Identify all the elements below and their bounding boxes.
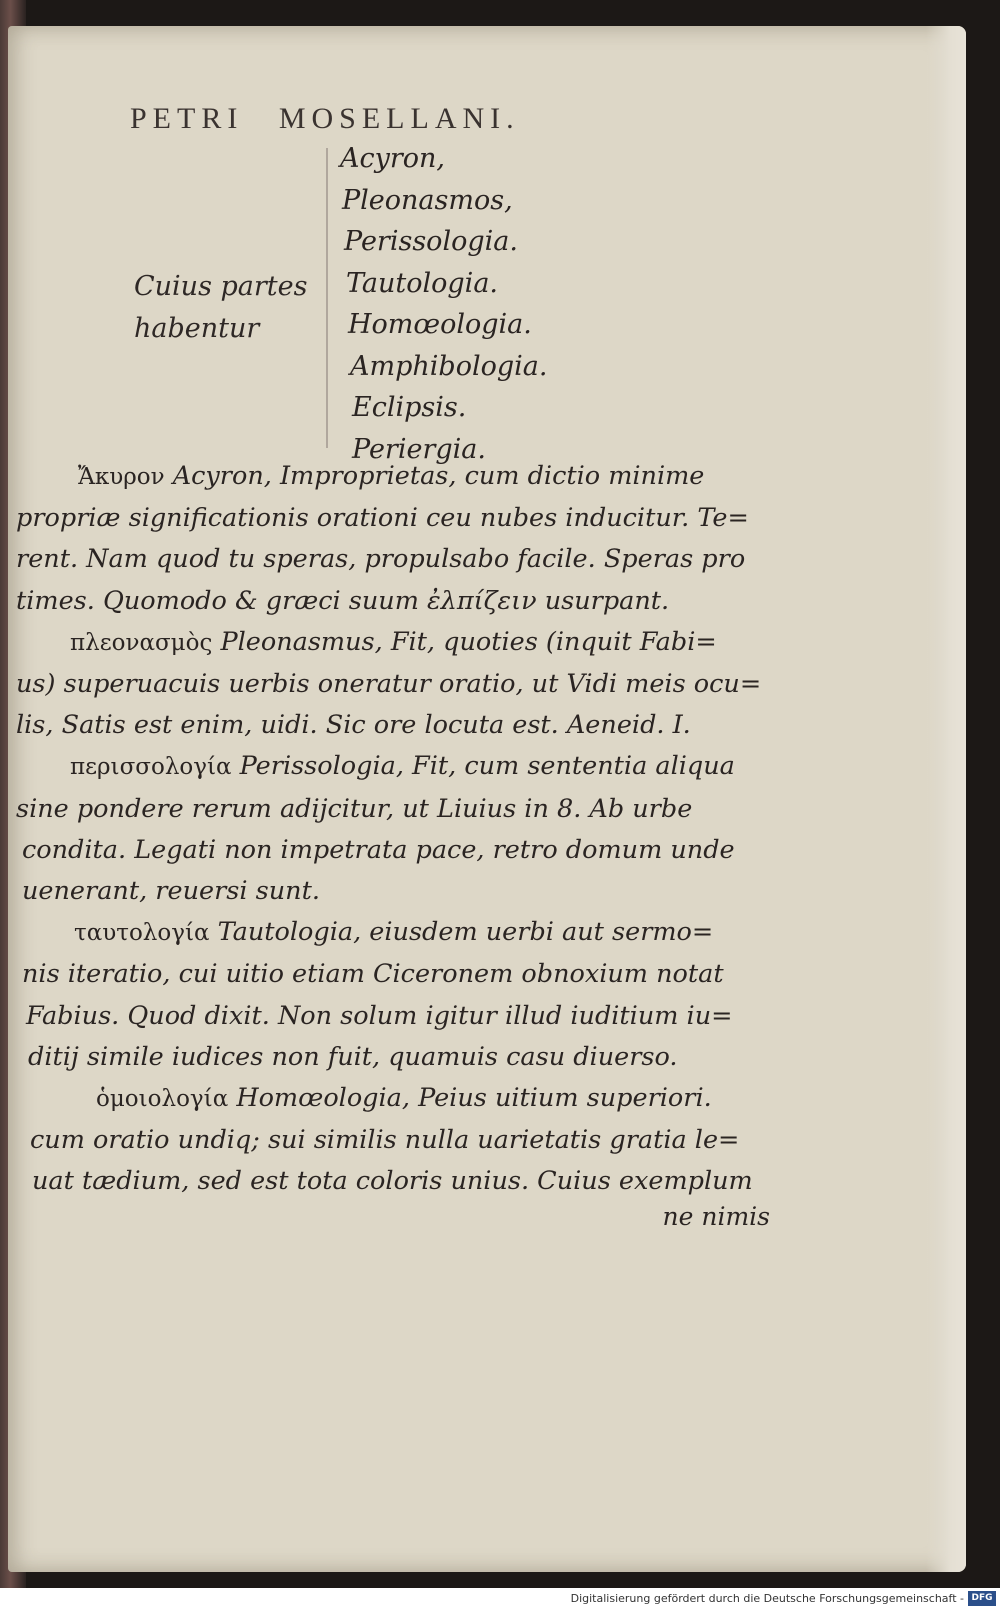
body-line-text: Homœologia, Peius uitium superiori. [228,1083,712,1114]
greek-term: ὁμοιολογία [96,1086,229,1113]
body-line [16,912,776,954]
body-line: nis iteratio, cui uitio etiam Ciceronem obnoxium notat [22,959,724,990]
body-line-text: Tautologia, eiusdem uerbi aut sermo= [209,917,714,948]
parts-list [340,138,547,470]
parts-list-item: Eclipsis. [352,392,467,423]
footer-credit: Digitalisierung gefördert durch die Deutsche Forschungsgemeinschaft - [570,1592,964,1605]
body-line: us) superuacuis uerbis oneratur oratio, ut Vidi meis ocu= [16,669,762,700]
body-line: uenerant, reuersi sunt. [22,876,320,907]
body-line: uat tædium, sed est tota coloris unius. Cuius exemplum [32,1166,753,1197]
body-line [16,622,776,664]
parts-list-item: Perissologia. [344,226,518,257]
running-header: PETRI MOSELLANI. [130,102,520,135]
body-line: cum oratio undiq; sui similis nulla uarietatis gratia le= [30,1125,740,1156]
parts-list-item: Homœologia. [348,309,532,340]
body-line: times. Quomodo & græci suum ἐλπίζειν usurpant. [16,585,670,616]
greek-term: ταυτολογία [74,920,210,947]
body-line [16,1078,776,1120]
parts-list-item: Acyron, [340,143,446,174]
body-line: condita. Legati non impetrata pace, retro domum unde [22,834,735,865]
body-line: rent. Nam quod tu speras, propulsabo facile. Speras pro [16,544,746,575]
body-text [16,456,776,1203]
brace-bracket [326,148,338,448]
body-line-text: Acyron, Improprietas, cum dictio minime [164,461,705,491]
parts-list-item: Amphibologia. [350,350,548,382]
page-edge-highlight [926,26,966,1572]
catchword: ne nimis [662,1202,770,1231]
book-page [8,26,966,1572]
body-line [16,746,776,788]
body-line-text: Perissologia, Fit, cum sententia aliqua [231,751,735,782]
body-line-text: Pleonasmus, Fit, quoties (inquit Fabi= [212,626,717,657]
greek-term: Ἄκυρον [78,464,165,490]
body-line: lis, Satis est enim, uidi. Sic ore locuta est. Aeneid. I. [16,710,691,741]
body-line [16,456,776,498]
dfg-logo: DFG [968,1591,996,1606]
body-line: Fabius. Quod dixit. Non solum igitur illud iuditium iu= [26,1000,733,1031]
parts-label-line: habentur [134,313,260,344]
parts-label-line: Cuius partes [134,271,308,302]
parts-list-item: Periergia. [352,433,486,465]
body-line: ditij simile iudices non fuit, quamuis casu diuerso. [28,1041,678,1072]
body-line: propriæ significationis orationi ceu nubes inducitur. Te= [16,503,749,534]
body-line: sine pondere rerum adijcitur, ut Liuius in 8. Ab urbe [16,793,693,824]
greek-term: πλεονασμὸς [70,629,213,656]
greek-term: περισσολογία [70,754,232,781]
parts-list-item: Pleonasmos, [342,184,513,216]
parts-list-item: Tautologia. [346,267,498,299]
parts-label [134,266,307,350]
